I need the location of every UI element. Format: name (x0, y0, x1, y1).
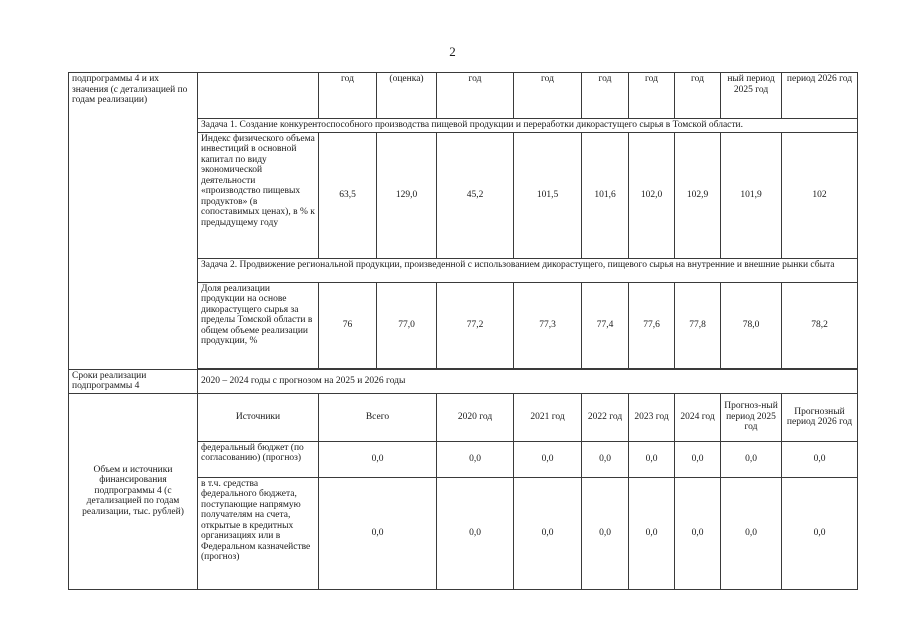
finance-header-year: Прогнозный период 2026 год (782, 393, 858, 441)
subprogram-passport-table (68, 72, 858, 590)
header-cell: год (629, 73, 675, 119)
indicator-1-value: 63,5 (319, 132, 377, 258)
indicator-1-name: Индекс физического объема инвестиций в основной капитал по виду экономической деятельности «производство пищевых продуктов» (в сопоставимых ценах), в % к предыдущему году (198, 132, 319, 258)
indicator-2-value: 77,2 (437, 282, 514, 368)
terms-label: Сроки реализации подпрограммы 4 (69, 369, 198, 393)
finance-value: 0,0 (514, 441, 582, 477)
indicator-1-value: 102,9 (675, 132, 721, 258)
indicator-2-value: 77,6 (629, 282, 675, 368)
indicator-1-value: 45,2 (437, 132, 514, 258)
header-cell: (оценка) (377, 73, 437, 119)
task-1-title: Задача 1. Создание конкурентоспособного производства пищевой продукции и переработки дикорастущего сырья в Томской области. (198, 119, 858, 133)
task-2-title: Задача 2. Продвижение региональной продукции, произведенной с использованием дикорастущего, пищевого сырья на внутренние и внешние рынки сбыта (198, 258, 858, 282)
indicator-2-name: Доля реализации продукции на основе дикорастущего сырья за пределы Томской области в общем объеме реализации продукции, % (198, 282, 319, 368)
header-cell: год (514, 73, 582, 119)
finance-value: 0,0 (675, 477, 721, 589)
indicator-2-value: 77,4 (582, 282, 629, 368)
indicator-1-value: 129,0 (377, 132, 437, 258)
indicator-2-value: 78,2 (782, 282, 858, 368)
indicator-1-value: 102,0 (629, 132, 675, 258)
finance-header-total: Всего (319, 393, 437, 441)
finance-value: 0,0 (629, 441, 675, 477)
indicator-2-value: 78,0 (721, 282, 782, 368)
finance-header-year: Прогноз-ный период 2025 год (721, 393, 782, 441)
finance-value: 0,0 (721, 477, 782, 589)
finance-header-year: 2023 год (629, 393, 675, 441)
header-cell: ный период 2025 год (721, 73, 782, 119)
finance-header-sources: Источники (198, 393, 319, 441)
finance-value: 0,0 (514, 477, 582, 589)
finance-header-year: 2020 год (437, 393, 514, 441)
terms-value: 2020 – 2024 годы с прогнозом на 2025 и 2026 годы (198, 369, 858, 393)
finance-value: 0,0 (319, 477, 437, 589)
finance-value: 0,0 (319, 441, 437, 477)
header-cell: год (582, 73, 629, 119)
indicators-label: подпрограммы 4 и их значения (с детализацией по годам реализации) (69, 73, 198, 370)
finance-header-year: 2022 год (582, 393, 629, 441)
finance-source: федеральный бюджет (по согласованию) (прогноз) (198, 441, 319, 477)
finance-value: 0,0 (782, 441, 858, 477)
header-cell: год (675, 73, 721, 119)
finance-value: 0,0 (582, 441, 629, 477)
indicator-1-value: 101,9 (721, 132, 782, 258)
indicator-2-value: 76 (319, 282, 377, 368)
page-number: 2 (449, 44, 456, 59)
finance-header-year: 2024 год (675, 393, 721, 441)
indicator-2-value: 77,8 (675, 282, 721, 368)
finance-value: 0,0 (675, 441, 721, 477)
finance-value: 0,0 (629, 477, 675, 589)
indicator-2-value: 77,0 (377, 282, 437, 368)
finance-value: 0,0 (721, 441, 782, 477)
finance-value: 0,0 (437, 441, 514, 477)
header-empty-cell (198, 73, 319, 119)
indicator-1-value: 101,6 (582, 132, 629, 258)
header-cell: период 2026 год (782, 73, 858, 119)
finance-source: в т.ч. средства федерального бюджета, поступающие напрямую получателям на счета, открытые в кредитных организациях или в Федеральном казначействе (прогноз) (198, 477, 319, 589)
indicator-1-value: 102 (782, 132, 858, 258)
header-cell: год (319, 73, 377, 119)
finance-value: 0,0 (437, 477, 514, 589)
finance-label: Объем и источники финансирования подпрограммы 4 (с детализацией по годам реализации, тыс. рублей) (69, 393, 198, 589)
finance-value: 0,0 (782, 477, 858, 589)
finance-header-year: 2021 год (514, 393, 582, 441)
finance-value: 0,0 (582, 477, 629, 589)
indicator-2-value: 77,3 (514, 282, 582, 368)
indicator-1-value: 101,5 (514, 132, 582, 258)
header-cell: год (437, 73, 514, 119)
